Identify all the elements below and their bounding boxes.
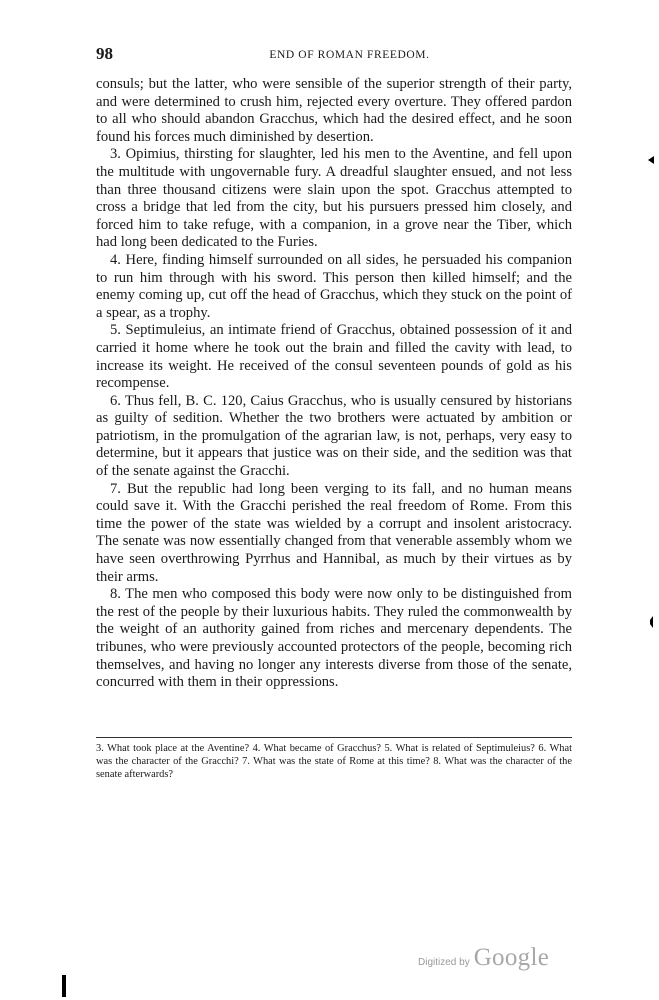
paragraph-8: 8. The men who composed this body were now only to be distinguished from the rest of the people by their luxurious habits. They ruled the commonwealth by the weight of an authority gained from riches and mercenary dependents. The tribunes, who were previously accounted protectors of the people, becoming rich themselves, and having no longer any interests diverse from those of the senate, concurred with them in their oppressions. xyxy=(96,586,572,691)
page-number: 98 xyxy=(96,44,113,63)
paragraph-5: 5. Septimuleius, an intimate friend of Gracchus, obtained possession of it and carried it home where he took out the brain and filled the cavity with lead, to increase its weight. He received of the consul seventeen pounds of gold as his recompense. xyxy=(96,322,572,392)
paragraph-7: 7. But the republic had long been verging to its fall, and no human means could save it. With the Gracchi perished the real freedom of Rome. From this time the power of the state was wielded by a corrupt and insolent aristocracy. The senate was now essentially changed from that venerable assembly whom we have seen overthrowing Pyrrhus and Hannibal, as much by their virtues as by their arms. xyxy=(96,480,572,585)
paragraph-continued: consuls; but the latter, who were sensible of the superior strength of their party, and were determined to crush him, rejected every overture. They offered pardon to all who should abandon Gracchus, which had the desired effect, and he soon found his forces much diminished by desertion. xyxy=(96,76,572,145)
google-logo: Google xyxy=(473,944,550,971)
margin-mark-icon xyxy=(648,156,654,164)
digitized-watermark xyxy=(418,944,549,972)
footnote-rule xyxy=(96,737,572,738)
digitized-label: Digitized by xyxy=(418,957,470,968)
running-title: END OF ROMAN FREEDOM. xyxy=(269,49,430,61)
scan-edge-mark xyxy=(62,975,66,997)
footnote-questions: 3. What took place at the Aventine? 4. What became of Gracchus? 5. What is related of Septimuleius? 6. What was the character of the Gracchi? 7. What was the state of Rome at this time? 8. What was the character of the senate afterwards? xyxy=(96,743,572,781)
paragraph-4: 4. Here, finding himself surrounded on all sides, he persuaded his companion to run him through with his sword. This person then killed himself; and the enemy coming up, cut off the head of Gracchus, which they stuck on the point of a spear, as a trophy. xyxy=(96,251,572,321)
paragraph-3: 3. Opimius, thirsting for slaughter, led his men to the Aventine, and fell upon the multitude with ungovernable fury. A dreadful slaughter ensued, and not less than three thousand citizens were slain upon the spot. Gracchus attempted to cross a bridge that led from the city, but his pursuers pressed him closely, and forced him to take refuge, with a companion, in a grove near the Tiber, which had long been dedicated to the Furies. xyxy=(96,146,572,251)
body-text xyxy=(96,76,572,692)
paragraph-6: 6. Thus fell, B. C. 120, Caius Gracchus, who is usually censured by historians as guilty of sedition. Whether the two brothers were actuated by ambition or patriotism, in the promulgation of the agrarian law, is not, perhaps, very easy to determine, but it appears that justice was on their side, and the sedition was that of the senate against the Gracchi. xyxy=(96,392,572,480)
margin-tick-icon xyxy=(650,616,653,628)
